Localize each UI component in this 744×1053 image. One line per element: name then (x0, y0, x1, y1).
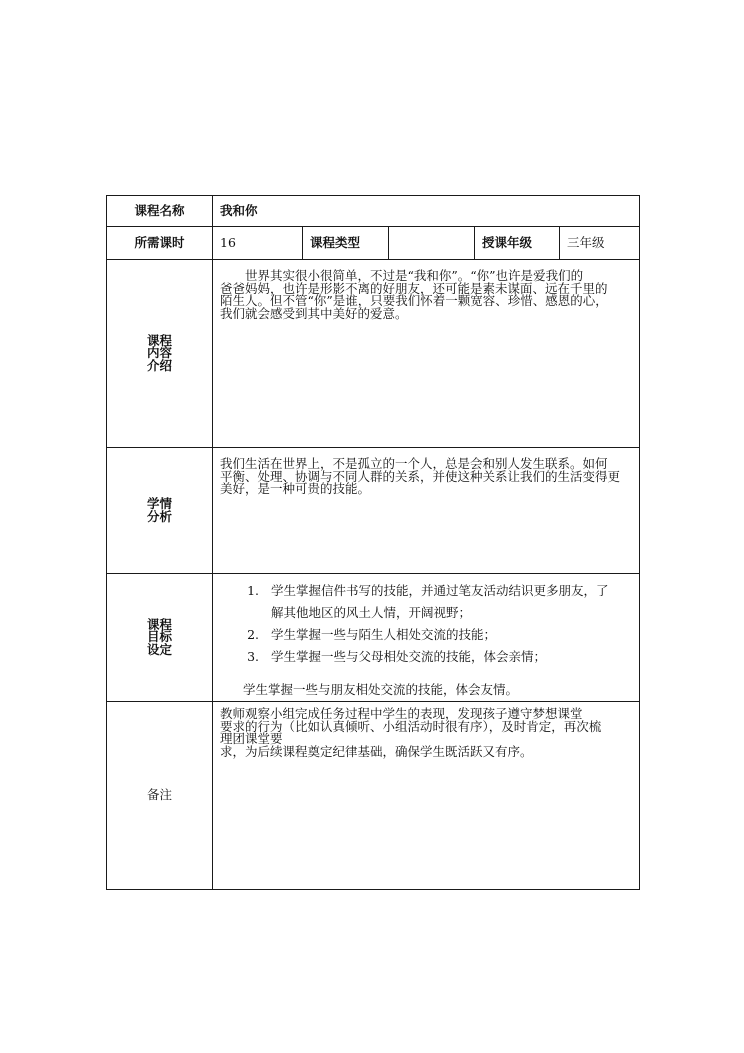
notes-line: 求，为后续课程奠定纪律基础，确保学生既活跃又有序。 (220, 743, 533, 759)
intro-line: 世界其实很小很简单，不过是“我和你”。“你”也许是爱我们的 (245, 268, 584, 283)
goal-text-cont: 解其他地区的风土人情，开阔视野； (271, 605, 472, 620)
course-type-value (389, 227, 475, 260)
analysis-line: 美好，是一种可贵的技能。 (220, 481, 371, 496)
goals-label-line: 课程 (146, 616, 172, 632)
analysis-label-line: 学情 (146, 496, 172, 511)
goals-label (107, 574, 213, 702)
notes-line: 理团课堂要 (220, 731, 283, 746)
goal-text: 学生掌握一些与父母相处交流的技能，体会亲情； (271, 649, 547, 664)
goals-label-line: 目标 (146, 629, 172, 645)
intro-label-line: 介绍 (146, 357, 172, 373)
grade-value: 三年级 (560, 227, 640, 260)
goals-text (213, 574, 640, 702)
analysis-text (213, 448, 640, 574)
analysis-label-line: 分析 (146, 508, 172, 524)
intro-line: 我们就会感受到其中美好的爱意。 (220, 305, 408, 321)
intro-label-line: 课程 (146, 332, 172, 348)
notes-line: 教师观察小组完成任务过程中学生的表现，发现孩子遵守梦想课堂 (220, 706, 583, 721)
notes-line: 要求的行为（比如认真倾听、小组活动时很有序），及时肯定，再次梳 (220, 718, 602, 734)
hours-label: 所需课时 (107, 227, 213, 260)
intro-line: 爸爸妈妈，也许是形影不离的好朋友，还可能是素未谋面、远在千里的 (220, 280, 608, 296)
intro-line: 陌生人。但不管“你”是谁，只要我们怀着一颗宽容、珍惜、感恩的心， (220, 293, 608, 308)
intro-label-line: 内容 (146, 345, 172, 361)
notes-label: 备注 (107, 702, 213, 890)
goal-number: 3. (247, 649, 259, 664)
goal-item (213, 580, 631, 624)
goal-number: 1. (247, 583, 259, 598)
analysis-line: 平衡、处理、协调与不同人群的关系，并使这种关系让我们的生活变得更 (220, 468, 621, 484)
goal-text: 学生掌握信件书写的技能，并通过笔友活动结识更多朋友，了 (271, 583, 609, 598)
goal-text: 学生掌握一些与陌生人相处交流的技能； (271, 627, 497, 642)
grade-label: 授课年级 (475, 227, 560, 260)
analysis-label (107, 448, 213, 574)
course-name-label: 课程名称 (107, 196, 213, 227)
goal-item (213, 646, 631, 668)
course-type-label: 课程类型 (303, 227, 389, 260)
goal-item (213, 624, 631, 646)
goals-label-line: 设定 (146, 641, 172, 657)
course-name-value: 我和你 (213, 196, 640, 227)
hours-value: 16 (213, 227, 303, 260)
intro-text (213, 260, 640, 448)
intro-label (107, 260, 213, 448)
course-table (106, 195, 640, 890)
analysis-line: 我们生活在世界上，不是孤立的一个人，总是会和别人发生联系。如何 (220, 456, 608, 471)
goals-list (213, 580, 631, 668)
goal-extra-line: 学生掌握一些与朋友相处交流的技能，体会友情。 (243, 682, 519, 697)
goal-number: 2. (247, 627, 259, 642)
notes-text (213, 702, 640, 890)
